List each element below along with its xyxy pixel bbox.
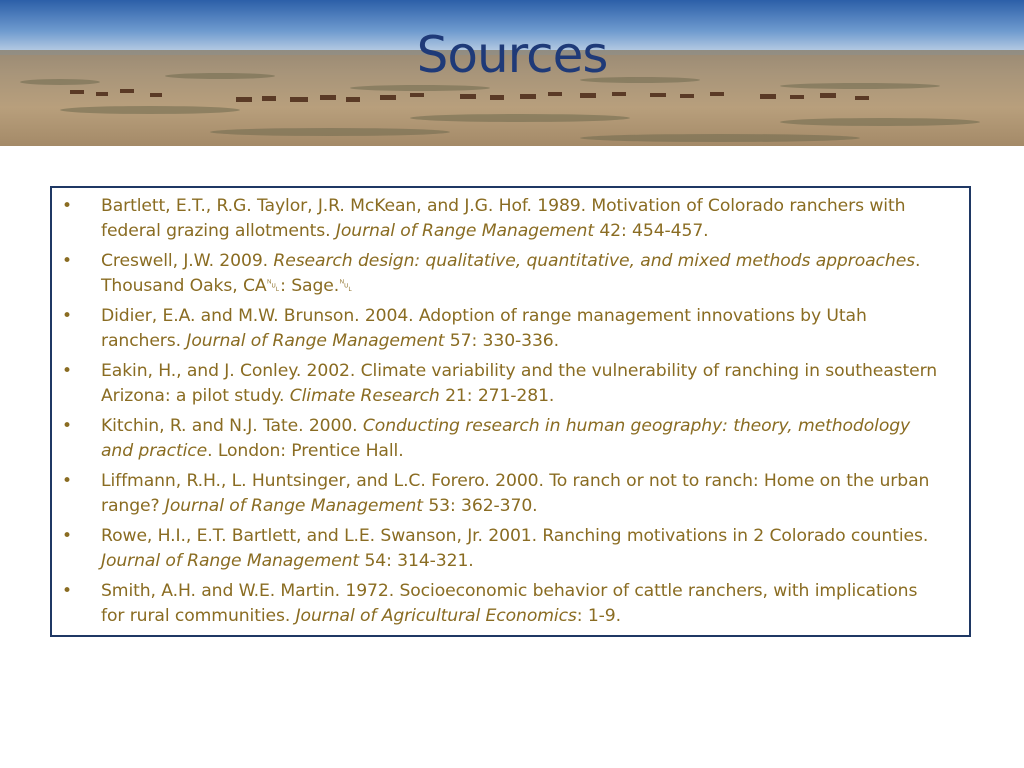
bullet-icon: • <box>62 196 72 216</box>
reference-item <box>52 304 969 354</box>
reference-text: Smith, A.H. and W.E. Martin. 1972. Socioeconomic behavior of cattle ranchers, with implications for rural communities. <box>101 581 918 626</box>
reference-text: Eakin, H., and J. Conley. 2002. Climate variability and the vulnerability of ranching in southeastern Arizona: a pilot study. <box>101 361 938 406</box>
reference-details: 57: 330-336. <box>444 331 560 351</box>
reference-text: Bartlett, E.T., R.G. Taylor, J.R. McKean, and J.G. Hof. 1989. Motivation of Colorado ranchers with federal grazing allotments. <box>101 196 906 241</box>
reference-item <box>52 579 969 629</box>
reference-details: 21: 271-281. <box>439 386 555 406</box>
reference-item <box>52 414 969 464</box>
reference-text: Creswell, J.W. 2009. <box>101 251 274 271</box>
reference-item <box>52 469 969 519</box>
reference-details: . London: Prentice Hall. <box>207 441 404 461</box>
slide-title: Sources <box>416 26 608 84</box>
reference-text: Didier, E.A. and M.W. Brunson. 2004. Adoption of range management innovations by Utah ranchers. <box>101 306 867 351</box>
bullet-icon: • <box>62 306 72 326</box>
reference-details: : 1-9. <box>576 606 621 626</box>
bullet-icon: • <box>62 526 72 546</box>
sources-content-box <box>50 186 971 637</box>
reference-item <box>52 249 969 299</box>
header-banner-image <box>0 0 1024 146</box>
reference-details: 42: 454-457. <box>593 221 709 241</box>
bullet-icon: • <box>62 416 72 436</box>
reference-details: . Thousand Oaks, CA␀: Sage.␀ <box>101 251 921 296</box>
reference-text: Rowe, H.I., E.T. Bartlett, and L.E. Swanson, Jr. 2001. Ranching motivations in 2 Colorado counties. <box>101 526 929 546</box>
reference-publication: Journal of Range Management <box>335 221 594 241</box>
bullet-icon: • <box>62 471 72 491</box>
reference-item <box>52 359 969 409</box>
bullet-icon: • <box>62 361 72 381</box>
reference-publication: Journal of Range Management <box>101 551 360 571</box>
reference-publication: Journal of Range Management <box>186 331 445 351</box>
reference-publication: Climate Research <box>289 386 440 406</box>
reference-text: Kitchin, R. and N.J. Tate. 2000. <box>101 416 363 436</box>
reference-text: Liffmann, R.H., L. Huntsinger, and L.C. Forero. 2000. To ranch or not to ranch: Home on the urban range? <box>101 471 930 516</box>
reference-publication: Journal of Agricultural Economics <box>295 606 577 626</box>
bullet-icon: • <box>62 251 72 271</box>
reference-publication: Journal of Range Management <box>164 496 423 516</box>
reference-details: 53: 362-370. <box>422 496 538 516</box>
reference-publication: Research design: qualitative, quantitative, and mixed methods approaches <box>273 251 916 271</box>
reference-publication: Conducting research in human geography: theory, methodology and practice <box>101 416 911 461</box>
reference-item <box>52 524 969 574</box>
reference-list <box>52 194 969 634</box>
reference-item <box>52 194 969 244</box>
bullet-icon: • <box>62 581 72 601</box>
reference-details: 54: 314-321. <box>359 551 474 571</box>
